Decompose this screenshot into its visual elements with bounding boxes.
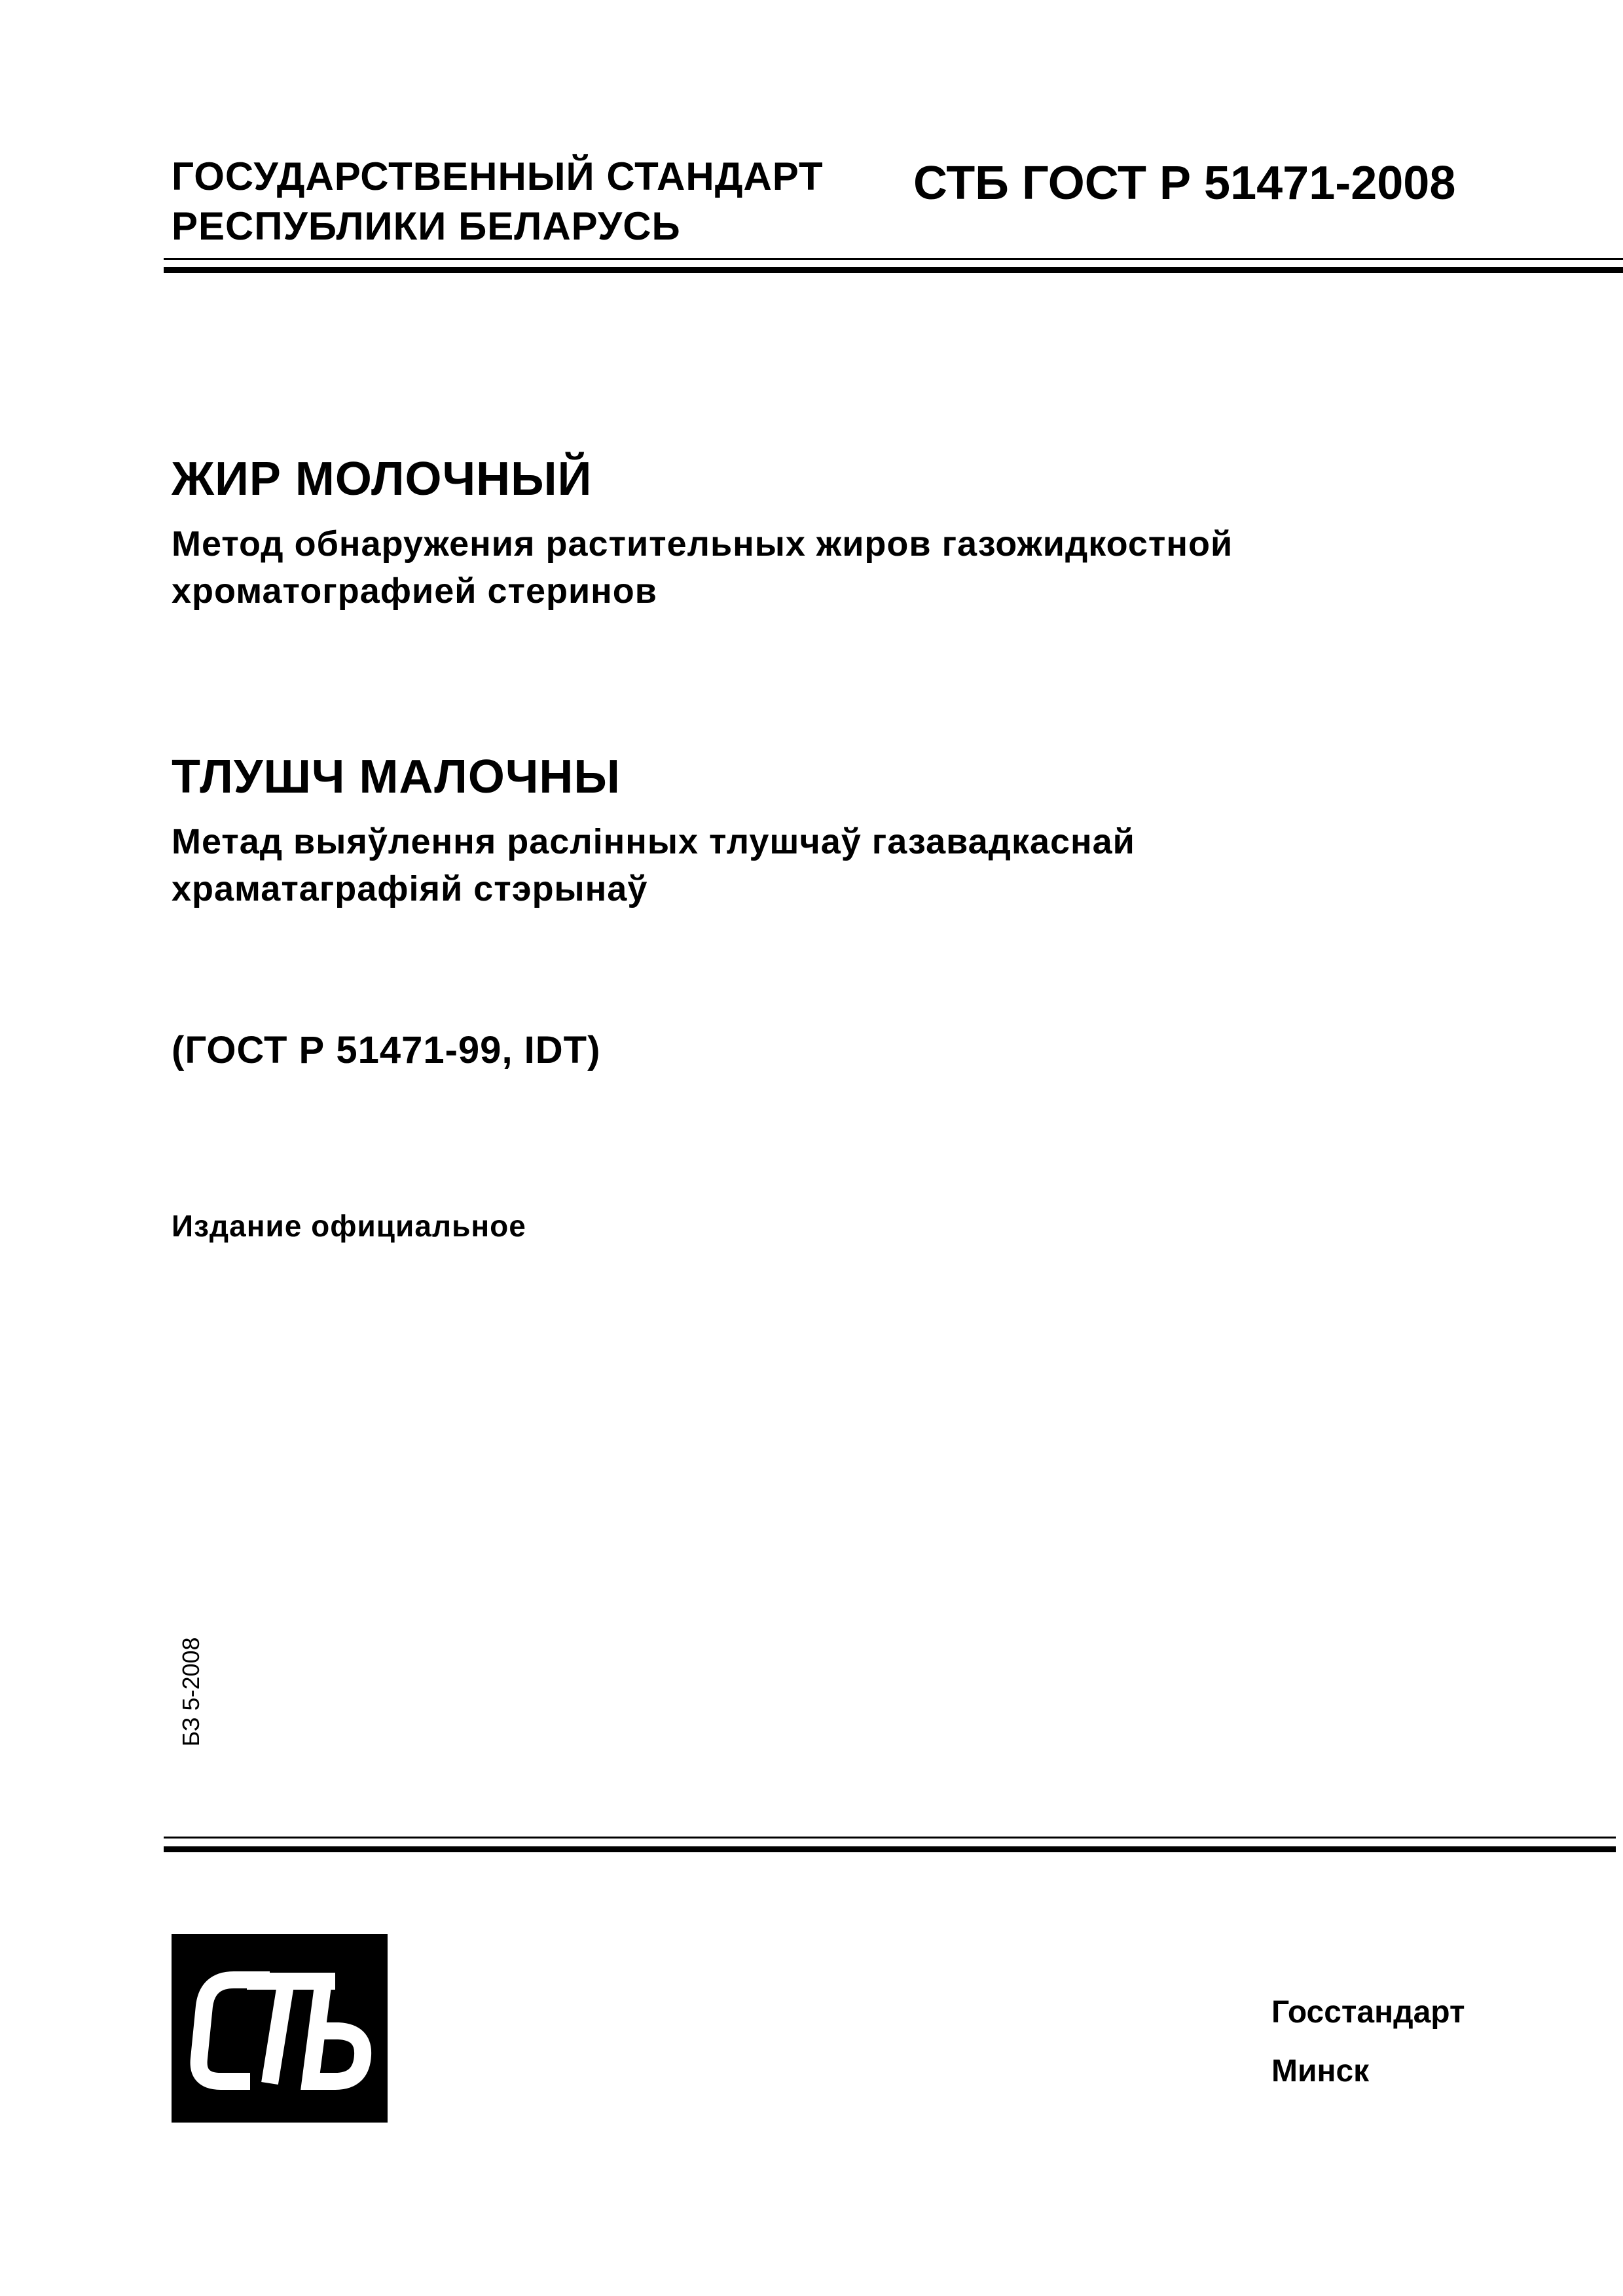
- org-line-1: ГОСУДАРСТВЕННЫЙ СТАНДАРТ: [172, 154, 824, 198]
- stb-logo-graphic: [172, 1934, 388, 2123]
- stb-logo-icon: [172, 1934, 388, 2123]
- side-code: [172, 1623, 211, 1761]
- reference-standard: (ГОСТ Р 51471-99, IDT): [172, 1029, 601, 1071]
- title-ru-sub-line-1: Метод обнаружения растительных жиров газожидкостной: [172, 524, 1233, 564]
- side-code-text: БЗ 5-2008: [177, 1637, 204, 1747]
- edition-label: Издание официальное: [172, 1209, 526, 1243]
- publisher-name: Госстандарт: [1271, 1995, 1465, 2030]
- standard-code: СТБ ГОСТ Р 51471-2008: [913, 157, 1456, 209]
- header-organization: [172, 152, 824, 251]
- header-rule-thin: [164, 258, 1623, 260]
- footer-rule-thick: [164, 1846, 1616, 1852]
- title-ru-main: ЖИР МОЛОЧНЫЙ: [172, 453, 593, 505]
- title-ru-sub-line-2: хроматографией стеринов: [172, 571, 657, 611]
- title-be-subtitle: [172, 818, 1135, 912]
- title-ru-subtitle: [172, 520, 1233, 615]
- publisher-city: Минск: [1271, 2054, 1370, 2089]
- title-be-main: ТЛУШЧ МАЛОЧНЫ: [172, 751, 621, 803]
- header-rule-thick: [164, 267, 1623, 273]
- org-line-2: РЕСПУБЛИКИ БЕЛАРУСЬ: [172, 204, 681, 248]
- footer-rule-thin: [164, 1837, 1616, 1839]
- title-be-sub-line-2: храматаграфіяй стэрынаў: [172, 869, 648, 908]
- title-be-sub-line-1: Метад выяўлення раслінных тлушчаў газавадкаснай: [172, 822, 1135, 861]
